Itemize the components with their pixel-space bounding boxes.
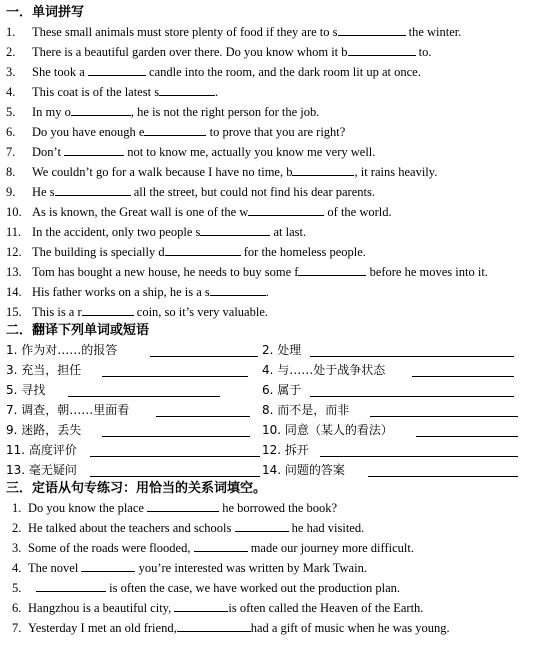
list-item (6, 142, 554, 162)
item-number: 13. (6, 265, 22, 279)
list-item (6, 22, 554, 42)
answer-blank[interactable] (147, 498, 219, 512)
item-number: 2. (12, 521, 22, 535)
list-item (6, 222, 554, 242)
phrase-label: 5. 寻找 (6, 383, 46, 397)
answer-blank[interactable] (174, 598, 228, 612)
list-item (6, 82, 554, 102)
phrase-label: 11. 高度评价 (6, 443, 77, 457)
section3-title: 三．定语从句专练习：用恰当的关系词填空。 (6, 481, 267, 496)
answer-blank[interactable] (150, 343, 258, 357)
item-number: 5. (6, 105, 16, 119)
list-item (6, 282, 554, 302)
item-number: 5. (12, 581, 22, 595)
answer-blank[interactable] (310, 343, 514, 357)
item-text: before he moves into it. (369, 265, 488, 279)
item-text: he had visited. (291, 521, 365, 535)
item-text: These small animals must store plenty of food if they are to s (32, 25, 338, 39)
item-number: 14. (6, 285, 22, 299)
table-row (6, 460, 554, 480)
answer-blank[interactable] (165, 242, 241, 256)
list-item (6, 558, 554, 578)
list-item (6, 618, 554, 638)
phrase-label: 3. 充当，担任 (6, 363, 82, 377)
answer-blank[interactable] (156, 403, 250, 417)
item-text: candle into the room, and the dark room lit up at once. (149, 65, 421, 79)
item-text: . (215, 85, 219, 99)
item-text: for the homeless people. (243, 245, 366, 259)
phrase-label: 2. 处理 (262, 343, 302, 357)
phrase-label: 8. 而不是，而非 (262, 403, 350, 417)
list-item (6, 202, 554, 222)
item-number: 12. (6, 245, 22, 259)
item-text: Hangzhou is a beautiful city, (28, 601, 172, 615)
item-number: 3. (6, 65, 16, 79)
item-text: you’re interested was written by Mark Twain. (138, 561, 367, 575)
item-text: is often called the Heaven of the Earth. (228, 601, 424, 615)
answer-blank[interactable] (88, 62, 146, 76)
list-item (6, 578, 554, 598)
phrase-label: 12. 拆开 (262, 443, 309, 457)
phrase-label: 6. 属于 (262, 383, 302, 397)
item-number: 7. (6, 145, 16, 159)
list-item (6, 42, 554, 62)
answer-blank[interactable] (90, 463, 260, 477)
answer-blank[interactable] (412, 363, 514, 377)
item-text: , it rains heavily. (354, 165, 438, 179)
section2-grid (6, 340, 554, 480)
item-text: Do you know the place (28, 501, 144, 515)
item-text: Some of the roads were flooded, (28, 541, 191, 555)
item-text: of the world. (327, 205, 392, 219)
answer-blank[interactable] (36, 578, 106, 592)
list-item (6, 62, 554, 82)
list-item (6, 102, 554, 122)
table-row (6, 340, 554, 360)
item-text: the winter. (408, 25, 462, 39)
item-text: made our journey more difficult. (250, 541, 414, 555)
item-text: Yesterday I met an old friend, (28, 621, 177, 635)
answer-blank[interactable] (144, 122, 206, 136)
item-number: 9. (6, 185, 16, 199)
item-text: We couldn’t go for a walk because I have no time, b (32, 165, 293, 179)
answer-blank[interactable] (416, 423, 518, 437)
list-item (6, 302, 554, 322)
item-text: not to know me, actually you know me very well. (127, 145, 376, 159)
answer-blank[interactable] (194, 538, 248, 552)
item-text: He s (32, 185, 55, 199)
answer-blank[interactable] (55, 182, 131, 196)
phrase-label: 13. 毫无疑问 (6, 463, 77, 477)
item-number: 10. (6, 205, 22, 219)
item-text: coin, so it’s very valuable. (136, 305, 269, 319)
item-number: 1. (6, 25, 16, 39)
answer-blank[interactable] (348, 42, 416, 56)
item-text: There is a beautiful garden over there. Do you know whom it b (32, 45, 348, 59)
answer-blank[interactable] (200, 222, 270, 236)
answer-blank[interactable] (177, 618, 251, 632)
table-row (6, 380, 554, 400)
item-text: The novel (28, 561, 79, 575)
section3-list (6, 498, 554, 638)
table-row (6, 440, 554, 460)
answer-blank[interactable] (102, 363, 248, 377)
item-text: She took a (32, 65, 85, 79)
section1-title: 一．单词拼写 (6, 5, 85, 20)
item-text: In the accident, only two people s (32, 225, 201, 239)
answer-blank[interactable] (102, 423, 250, 437)
item-text: he borrowed the book? (222, 501, 338, 515)
item-text: , he is not the right person for the job. (130, 105, 320, 119)
item-text: In my o (32, 105, 71, 119)
table-row (6, 360, 554, 380)
item-text: He talked about the teachers and schools (28, 521, 232, 535)
list-item (6, 262, 554, 282)
item-text: at last. (273, 225, 307, 239)
item-text: Tom has bought a new house, he needs to buy some f (32, 265, 299, 279)
list-item (6, 162, 554, 182)
answer-blank[interactable] (298, 262, 366, 276)
list-item (6, 242, 554, 262)
phrase-label: 14. 问题的答案 (262, 463, 345, 477)
answer-blank[interactable] (338, 22, 406, 36)
item-text: This is a r (32, 305, 82, 319)
item-text: to. (418, 45, 432, 59)
answer-blank[interactable] (292, 162, 354, 176)
phrase-label: 1. 作为对……的报答 (6, 343, 118, 357)
answer-blank[interactable] (81, 558, 135, 572)
answer-blank[interactable] (68, 383, 220, 397)
worksheet (6, 4, 554, 638)
answer-blank[interactable] (90, 443, 260, 457)
list-item (6, 518, 554, 538)
item-text: This coat is of the latest s (32, 85, 160, 99)
answer-blank[interactable] (71, 102, 131, 116)
phrase-label: 4. 与……处于战争状态 (262, 363, 386, 377)
phrase-label: 9. 迷路，丢失 (6, 423, 82, 437)
answer-blank[interactable] (210, 282, 266, 296)
item-text: . (265, 285, 269, 299)
answer-blank[interactable] (235, 518, 289, 532)
item-number: 15. (6, 305, 22, 319)
item-text: As is known, the Great wall is one of the w (32, 205, 249, 219)
answer-blank[interactable] (310, 383, 514, 397)
item-text: Do you have enough e (32, 125, 145, 139)
list-item (6, 498, 554, 518)
item-text: His father works on a ship, he is a s (32, 285, 210, 299)
item-number: 7. (12, 621, 22, 635)
answer-blank[interactable] (64, 142, 124, 156)
table-row (6, 400, 554, 420)
section1-list (6, 22, 554, 322)
item-text: to prove that you are right? (209, 125, 346, 139)
list-item (6, 598, 554, 618)
item-number: 4. (6, 85, 16, 99)
item-number: 6. (12, 601, 22, 615)
item-number: 8. (6, 165, 16, 179)
answer-blank[interactable] (248, 202, 324, 216)
item-number: 3. (12, 541, 22, 555)
table-row (6, 420, 554, 440)
item-number: 6. (6, 125, 16, 139)
item-number: 11. (6, 225, 22, 239)
item-text: had a gift of music when he was young. (250, 621, 450, 635)
item-text: is often the case, we have worked out the production plan. (109, 581, 401, 595)
item-text: Don’t (32, 145, 61, 159)
list-item (6, 538, 554, 558)
item-number: 4. (12, 561, 22, 575)
section2-title: 二．翻译下列单词或短语 (6, 323, 150, 338)
phrase-label: 7. 调查，朝……里面看 (6, 403, 130, 417)
item-text: all the street, but could not find his dear parents. (133, 185, 375, 199)
answer-blank[interactable] (159, 82, 215, 96)
item-number: 2. (6, 45, 16, 59)
phrase-label: 10. 同意（某人的看法） (262, 423, 393, 437)
list-item (6, 122, 554, 142)
answer-blank[interactable] (370, 403, 518, 417)
list-item (6, 182, 554, 202)
item-number: 1. (12, 501, 22, 515)
answer-blank[interactable] (368, 463, 518, 477)
item-text: The building is specially d (32, 245, 165, 259)
answer-blank[interactable] (320, 443, 518, 457)
answer-blank[interactable] (82, 302, 134, 316)
